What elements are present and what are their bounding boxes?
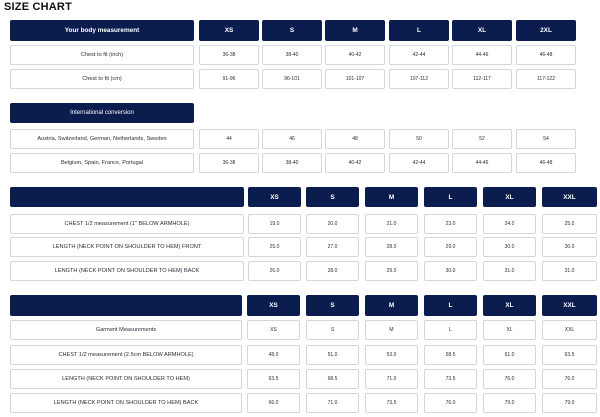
table-cell: 29.0 (365, 261, 418, 281)
size-header-m: M (365, 295, 418, 316)
table-cell: 25.0 (542, 214, 597, 234)
table-cell: 30.0 (483, 237, 536, 257)
page-title: SIZE CHART (4, 1, 72, 13)
row-label-garment-measurements: Garment Measurements (10, 320, 242, 340)
table-cell: 54 (516, 129, 576, 149)
table-cell: 117-122 (516, 69, 576, 89)
table-cell: 28.0 (365, 237, 418, 257)
size-header-s: S (306, 295, 359, 316)
table-cell: 21.0 (365, 214, 418, 234)
body-measurement-header: Your body measurement (10, 20, 194, 41)
table-cell: 40-42 (325, 45, 385, 65)
garment-table-1-header (10, 187, 244, 207)
row-label-chest-cm: Chest to fit (cm) (10, 69, 194, 89)
table-cell: 53.0 (365, 345, 418, 365)
table-cell: 63.5 (542, 345, 597, 365)
table-cell: 31.0 (483, 261, 536, 281)
table-cell: 30.0 (542, 237, 597, 257)
table-cell: 50 (389, 129, 449, 149)
table-cell: M (365, 320, 418, 340)
table-cell: 46-48 (516, 45, 576, 65)
size-header-m: M (325, 20, 385, 41)
table-cell: 107-112 (389, 69, 449, 89)
table-cell: 38-40 (262, 153, 322, 173)
table-cell: 23.0 (424, 214, 477, 234)
table-cell: 71.0 (306, 393, 359, 413)
table-cell: 44-46 (452, 153, 512, 173)
size-header-l: L (389, 20, 449, 41)
table-cell: 73.5 (365, 393, 418, 413)
table-cell: 25.0 (248, 237, 301, 257)
size-header-xs: XS (247, 295, 300, 316)
table-cell: 52 (452, 129, 512, 149)
table-cell: 51.0 (306, 345, 359, 365)
table-cell: 24.0 (483, 214, 536, 234)
size-header-xs: XS (199, 20, 259, 41)
size-header-xxl: XXL (542, 187, 597, 207)
table-cell: 76.0 (483, 369, 536, 389)
table-cell: 38-40 (262, 45, 322, 65)
table-cell: 28.0 (306, 261, 359, 281)
size-header-xxl: XXL (542, 295, 597, 316)
row-label-eu-group-1: Austria, Switzerland, German, Netherlands, Sweden (10, 129, 194, 149)
size-header-l: L (424, 295, 477, 316)
size-header-s: S (306, 187, 359, 207)
table-cell: XL (483, 320, 536, 340)
table-cell: 46-48 (516, 153, 576, 173)
row-label-eu-group-2: Belgium, Spain, France, Portugal (10, 153, 194, 173)
size-header-xs: XS (248, 187, 301, 207)
table-cell: 58.5 (424, 345, 477, 365)
row-label-length-back-cm: LENGTH (NECK POINT ON SHOULDER TO HEM) BACK (10, 393, 242, 413)
table-cell: 96-101 (262, 69, 322, 89)
table-cell: 101-107 (325, 69, 385, 89)
table-cell: 40-42 (325, 153, 385, 173)
size-header-2xl: 2XL (516, 20, 576, 41)
size-header-m: M (365, 187, 418, 207)
table-cell: 44-46 (452, 45, 512, 65)
table-cell: XXL (542, 320, 597, 340)
table-cell: 29.0 (424, 237, 477, 257)
table-cell: 44 (199, 129, 259, 149)
row-label-length: LENGTH (NECK POINT ON SHOULDER TO HEM) (10, 369, 242, 389)
table-cell: 20.0 (306, 214, 359, 234)
row-label-chest-half-cm: CHEST 1/2 measurement (2.5cm BELOW ARMHOLE) (10, 345, 242, 365)
table-cell: XS (247, 320, 300, 340)
table-cell: 73.5 (424, 369, 477, 389)
table-cell: 48 (325, 129, 385, 149)
size-header-xl: XL (483, 187, 536, 207)
table-cell: L (424, 320, 477, 340)
garment-table-2-header (10, 295, 242, 316)
table-cell: 71.0 (365, 369, 418, 389)
table-cell: 19.0 (248, 214, 301, 234)
table-cell: 91-96 (199, 69, 259, 89)
size-header-xl: XL (483, 295, 536, 316)
table-cell: 63.5 (247, 369, 300, 389)
table-cell: 68.5 (306, 369, 359, 389)
size-header-xl: XL (452, 20, 512, 41)
table-cell: 76.0 (542, 369, 597, 389)
table-cell: S (306, 320, 359, 340)
table-cell: 27.0 (306, 237, 359, 257)
table-cell: 79.0 (483, 393, 536, 413)
table-cell: 76.0 (424, 393, 477, 413)
row-label-chest-half: CHEST 1/2 measurement (1" BELOW ARMHOLE) (10, 214, 244, 234)
table-cell: 112-117 (452, 69, 512, 89)
table-cell: 31.0 (542, 261, 597, 281)
table-cell: 42-44 (389, 153, 449, 173)
table-cell: 36-38 (199, 45, 259, 65)
table-cell: 66.0 (247, 393, 300, 413)
table-cell: 61.0 (483, 345, 536, 365)
size-header-s: S (262, 20, 322, 41)
international-conversion-header: International conversion (10, 103, 194, 123)
size-header-l: L (424, 187, 477, 207)
row-label-length-front: LENGTH (NECK POINT ON SHOULDER TO HEM) FRONT (10, 237, 244, 257)
table-cell: 36-38 (199, 153, 259, 173)
table-cell: 48.0 (247, 345, 300, 365)
table-cell: 42-44 (389, 45, 449, 65)
table-cell: 46 (262, 129, 322, 149)
row-label-chest-inch: Chest to fit (inch) (10, 45, 194, 65)
table-cell: 30.0 (424, 261, 477, 281)
table-cell: 26.0 (248, 261, 301, 281)
row-label-length-back: LENGTH (NECK POINT ON SHOULDER TO HEM) BACK (10, 261, 244, 281)
table-cell: 79.0 (542, 393, 597, 413)
